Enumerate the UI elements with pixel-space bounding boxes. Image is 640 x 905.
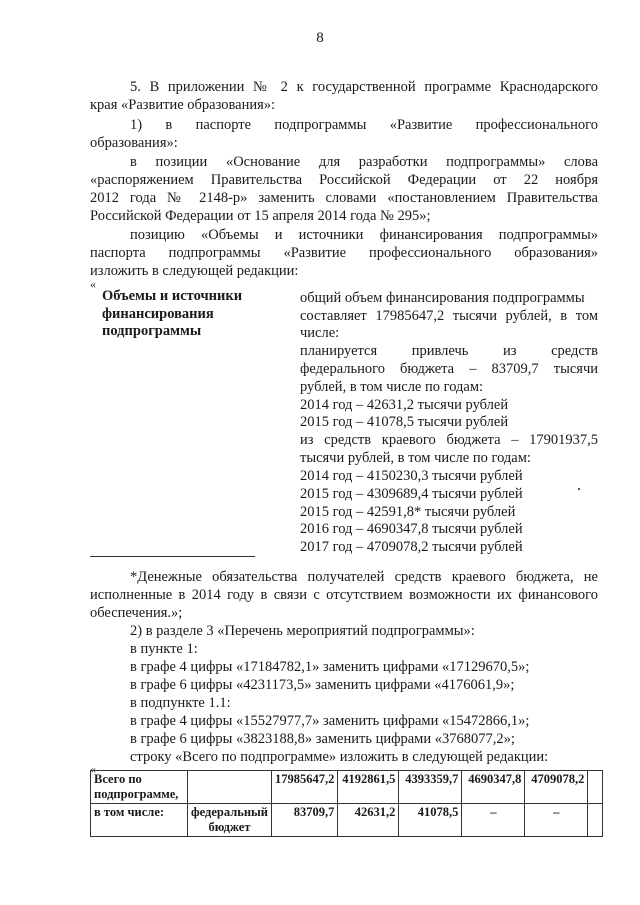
- box-line: 2017 год – 4709078,2 тысячи рублей: [300, 539, 523, 555]
- intro-line: 2012 года № 2148-р» заменить словами «постановлением Правительства: [90, 190, 598, 206]
- intro-line: позицию «Объемы и источники финансирования подпрограммы»: [130, 227, 598, 243]
- box-line: общий объем финансирования подпрограммы: [300, 290, 585, 306]
- box-line: тысячи рублей, в том числе по годам:: [300, 450, 531, 466]
- section-line: в графе 4 цифры «15527977,7» заменить цифрами «15472866,1»;: [130, 713, 530, 729]
- intro-line: 5. В приложении № 2 к государственной программе Краснодарского: [130, 79, 598, 95]
- quote-mark: «: [90, 277, 96, 291]
- table-cell: 4393359,7: [399, 771, 462, 804]
- footnote-line: *Денежные обязательства получателей средств краевого бюджета, не: [130, 569, 598, 585]
- table-cell: 4192861,5: [338, 771, 399, 804]
- page-number: 8: [316, 30, 324, 46]
- box-line: числе:: [300, 325, 340, 341]
- intro-line: Российской Федерации от 15 апреля 2014 года № 295»;: [90, 208, 431, 224]
- table-cell: в том числе:: [91, 804, 188, 837]
- intro-line: 1) в паспорте подпрограммы «Развитие профессионального: [130, 117, 598, 133]
- summary-table: [90, 770, 603, 837]
- section-line: в графе 6 цифры «4231173,5» заменить цифрами «4176061,9»;: [130, 677, 515, 693]
- intro-line: паспорта подпрограммы «Развитие профессионального образования»: [90, 245, 598, 261]
- box-line: 2014 год – 4150230,3 тысячи рублей: [300, 468, 523, 484]
- table-cell: федеральный бюджет: [188, 804, 272, 837]
- intro-line: изложить в следующей редакции:: [90, 263, 299, 279]
- scan-speck: [578, 488, 580, 490]
- box-line: 2015 год – 4309689,4 тысячи рублей: [300, 486, 523, 502]
- intro-line: «распоряжением Правительства Российской Федерации от 22 ноября: [90, 172, 598, 188]
- section-line: 2) в разделе 3 «Перечень мероприятий подпрограммы»:: [130, 623, 475, 639]
- box-line: 2016 год – 4690347,8 тысячи рублей: [300, 521, 523, 537]
- box-label: финансирования: [102, 306, 214, 322]
- box-line: 2015 год – 42591,8* тысячи рублей: [300, 504, 516, 520]
- table-cell: 41078,5: [399, 804, 462, 837]
- table-cell: [588, 771, 603, 804]
- intro-line: края «Развитие образования»:: [90, 97, 276, 113]
- box-line: составляет 17985647,2 тысячи рублей, в том: [300, 308, 598, 324]
- section-line: строку «Всего по подпрограмме» изложить в следующей редакции:: [130, 749, 549, 765]
- box-label: Объемы и источники: [102, 288, 243, 304]
- quote-mark: «: [90, 762, 96, 776]
- section-line: в пункте 1:: [130, 641, 198, 657]
- table-cell: 17985647,2: [272, 771, 338, 804]
- table-cell: 4690347,8: [462, 771, 525, 804]
- box-line: федерального бюджета – 83709,7 тысячи: [300, 361, 598, 377]
- section-line: в графе 6 цифры «3823188,8» заменить цифрами «3768077,2»;: [130, 731, 515, 747]
- footnote-separator: [90, 556, 255, 557]
- table-row: [91, 804, 603, 837]
- section-line: в графе 4 цифры «17184782,1» заменить цифрами «17129670,5»;: [130, 659, 530, 675]
- table-row: [91, 771, 603, 804]
- box-label: подпрограммы: [102, 323, 202, 339]
- table-cell: 4709078,2: [525, 771, 588, 804]
- table-cell: Всего по подпрограмме,: [91, 771, 188, 804]
- table-cell: [588, 804, 603, 837]
- table-cell: –: [525, 804, 588, 837]
- box-line: планируется привлечь из средств: [300, 343, 598, 359]
- box-line: 2014 год – 42631,2 тысячи рублей: [300, 397, 509, 413]
- table-cell: 42631,2: [338, 804, 399, 837]
- footnote-line: обеспечения.»;: [90, 605, 183, 621]
- table-cell: 83709,7: [272, 804, 338, 837]
- section-line: в подпункте 1.1:: [130, 695, 231, 711]
- intro-line: в позиции «Основание для разработки подпрограммы» слова: [130, 154, 598, 170]
- box-line: рублей, в том числе по годам:: [300, 379, 484, 395]
- box-line: 2015 год – 41078,5 тысячи рублей: [300, 414, 509, 430]
- intro-line: образования»:: [90, 135, 178, 151]
- table-cell: [188, 771, 272, 804]
- box-line: из средств краевого бюджета – 17901937,5: [300, 432, 598, 448]
- footnote-line: исполненные в 2014 году в связи с отсутствием возможности их финансового: [90, 587, 598, 603]
- table-cell: –: [462, 804, 525, 837]
